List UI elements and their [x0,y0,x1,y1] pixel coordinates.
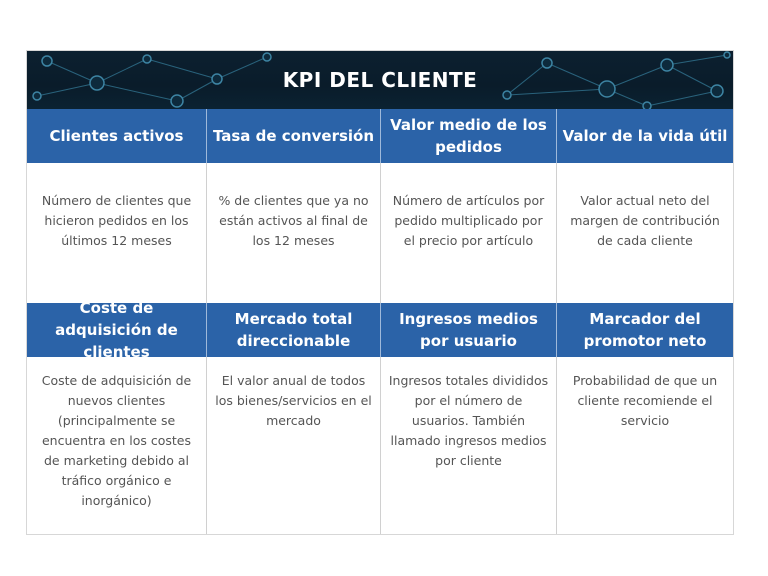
header-row-1 [27,109,733,163]
kpi-description: Coste de adquisición de nuevos clientes (principalmente se encuentra en los costes de marketing debido al tráfico orgánico e inorgánico) [27,357,207,534]
kpi-description: Probabilidad de que un cliente recomiende el servicio [572,373,718,428]
kpi-header-valor-medio-pedidos: Valor medio de los pedidos [381,109,557,163]
kpi-table-card [26,50,734,535]
kpi-grid [27,109,733,534]
kpi-header-mercado-total: Mercado total direccionable [207,303,381,357]
description-row-1 [27,163,733,303]
page-title: KPI DEL CLIENTE [282,68,478,92]
kpi-header-coste-adquisicion: Coste de adquisición de clientes [27,303,207,357]
kpi-description: Número de clientes que hicieron pedidos en los últimos 12 meses [27,163,207,303]
description-row-2 [27,357,733,534]
kpi-description: Número de artículos por pedido multiplicado por el precio por artículo [381,163,557,303]
kpi-description: Ingresos totales divididos por el número de usuarios. También llamado ingresos medios por cliente [381,357,557,534]
kpi-header-ingresos-medios: Ingresos medios por usuario [381,303,557,357]
kpi-header-marcador-promotor: Marcador del promotor neto [583,310,707,350]
kpi-header-clientes-activos: Clientes activos [27,109,207,163]
kpi-description: Valor actual neto del margen de contribución de cada cliente [570,193,720,248]
kpi-header-tasa-conversion: Tasa de conversión [207,109,381,163]
kpi-header-valor-vida-util: Valor de la vida útil [562,127,728,145]
title-banner [27,51,733,109]
header-row-2 [27,299,733,361]
kpi-description: El valor anual de todos los bienes/servicios en el mercado [207,357,381,534]
kpi-description: % de clientes que ya no están activos al final de los 12 meses [207,163,381,303]
